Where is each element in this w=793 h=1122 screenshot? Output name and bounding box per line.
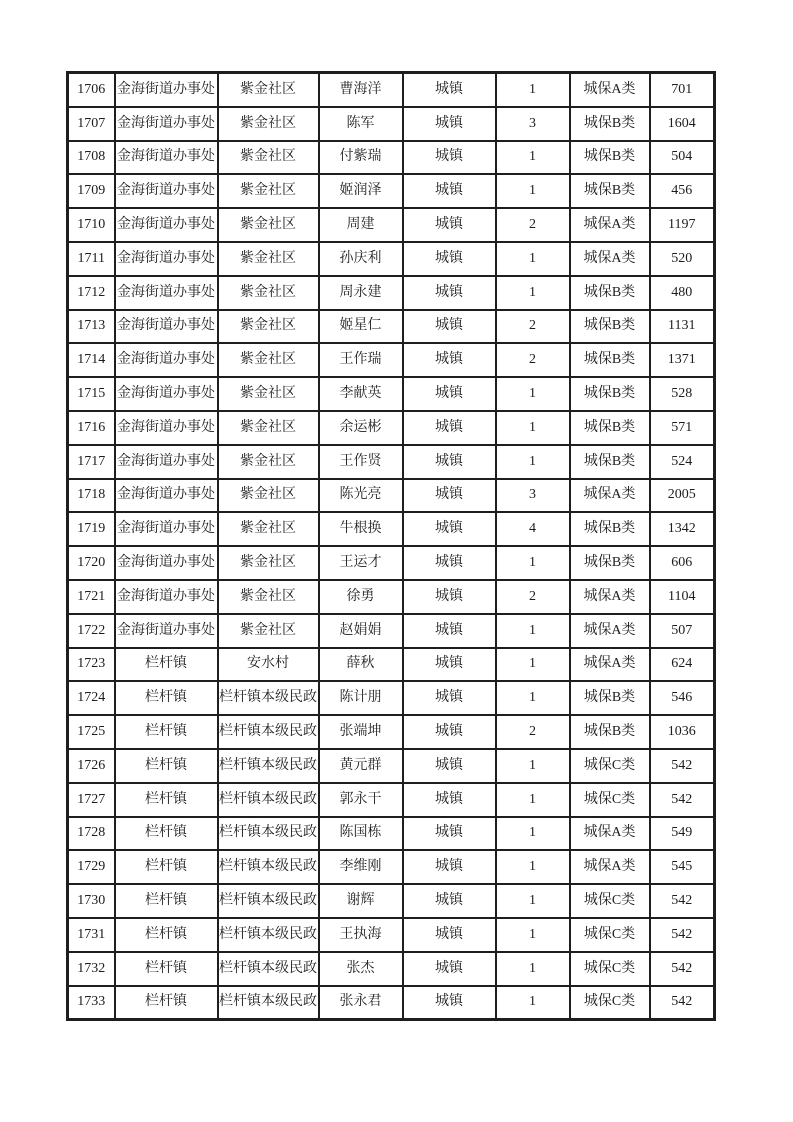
town-office-cell: 金海街道办事处 bbox=[115, 580, 218, 614]
household-type-cell: 城镇 bbox=[403, 952, 496, 986]
person-count-cell: 1 bbox=[496, 681, 570, 715]
amount-cell: 546 bbox=[650, 681, 715, 715]
sequence-number-cell: 1714 bbox=[68, 343, 115, 377]
table-row bbox=[68, 580, 715, 614]
household-type-cell: 城镇 bbox=[403, 681, 496, 715]
person-count-cell: 1 bbox=[496, 546, 570, 580]
sequence-number-cell: 1713 bbox=[68, 310, 115, 344]
person-count-cell: 1 bbox=[496, 783, 570, 817]
person-count-cell: 1 bbox=[496, 276, 570, 310]
person-name-cell: 王执海 bbox=[319, 918, 403, 952]
household-type-cell: 城镇 bbox=[403, 918, 496, 952]
community-cell: 栏杆镇本级民政 bbox=[218, 681, 319, 715]
community-cell: 紫金社区 bbox=[218, 377, 319, 411]
household-type-cell: 城镇 bbox=[403, 107, 496, 141]
community-cell: 栏杆镇本级民政 bbox=[218, 884, 319, 918]
household-type-cell: 城镇 bbox=[403, 208, 496, 242]
table-row bbox=[68, 411, 715, 445]
sequence-number-cell: 1732 bbox=[68, 952, 115, 986]
table-row bbox=[68, 952, 715, 986]
community-cell: 栏杆镇本级民政 bbox=[218, 749, 319, 783]
amount-cell: 701 bbox=[650, 73, 715, 107]
person-name-cell: 王运才 bbox=[319, 546, 403, 580]
subsidy-category-cell: 城保B类 bbox=[570, 681, 650, 715]
community-cell: 紫金社区 bbox=[218, 276, 319, 310]
subsidy-category-cell: 城保B类 bbox=[570, 343, 650, 377]
person-count-cell: 4 bbox=[496, 512, 570, 546]
amount-cell: 545 bbox=[650, 850, 715, 884]
household-type-cell: 城镇 bbox=[403, 141, 496, 175]
sequence-number-cell: 1718 bbox=[68, 479, 115, 513]
subsidy-category-cell: 城保B类 bbox=[570, 276, 650, 310]
person-name-cell: 张永君 bbox=[319, 986, 403, 1020]
subsidy-category-cell: 城保A类 bbox=[570, 580, 650, 614]
household-type-cell: 城镇 bbox=[403, 783, 496, 817]
town-office-cell: 栏杆镇 bbox=[115, 952, 218, 986]
community-cell: 紫金社区 bbox=[218, 242, 319, 276]
town-office-cell: 金海街道办事处 bbox=[115, 343, 218, 377]
sequence-number-cell: 1720 bbox=[68, 546, 115, 580]
household-type-cell: 城镇 bbox=[403, 884, 496, 918]
table-row bbox=[68, 208, 715, 242]
person-count-cell: 1 bbox=[496, 174, 570, 208]
person-name-cell: 郭永干 bbox=[319, 783, 403, 817]
person-count-cell: 2 bbox=[496, 208, 570, 242]
sequence-number-cell: 1730 bbox=[68, 884, 115, 918]
sequence-number-cell: 1729 bbox=[68, 850, 115, 884]
table-row bbox=[68, 377, 715, 411]
subsidy-category-cell: 城保A类 bbox=[570, 850, 650, 884]
table-row bbox=[68, 512, 715, 546]
sequence-number-cell: 1712 bbox=[68, 276, 115, 310]
household-type-cell: 城镇 bbox=[403, 445, 496, 479]
person-name-cell: 王作贤 bbox=[319, 445, 403, 479]
table-row bbox=[68, 614, 715, 648]
table-row bbox=[68, 445, 715, 479]
table-row bbox=[68, 276, 715, 310]
subsidy-category-cell: 城保B类 bbox=[570, 411, 650, 445]
community-cell: 紫金社区 bbox=[218, 174, 319, 208]
person-count-cell: 1 bbox=[496, 141, 570, 175]
amount-cell: 542 bbox=[650, 884, 715, 918]
town-office-cell: 栏杆镇 bbox=[115, 850, 218, 884]
table-row bbox=[68, 850, 715, 884]
sequence-number-cell: 1724 bbox=[68, 681, 115, 715]
town-office-cell: 栏杆镇 bbox=[115, 715, 218, 749]
person-count-cell: 1 bbox=[496, 377, 570, 411]
table-row bbox=[68, 715, 715, 749]
subsidy-category-cell: 城保B类 bbox=[570, 715, 650, 749]
household-type-cell: 城镇 bbox=[403, 479, 496, 513]
person-name-cell: 姬润泽 bbox=[319, 174, 403, 208]
table-row bbox=[68, 310, 715, 344]
amount-cell: 524 bbox=[650, 445, 715, 479]
town-office-cell: 金海街道办事处 bbox=[115, 174, 218, 208]
household-type-cell: 城镇 bbox=[403, 850, 496, 884]
community-cell: 紫金社区 bbox=[218, 141, 319, 175]
amount-cell: 1036 bbox=[650, 715, 715, 749]
household-type-cell: 城镇 bbox=[403, 512, 496, 546]
person-count-cell: 1 bbox=[496, 648, 570, 682]
person-name-cell: 李维刚 bbox=[319, 850, 403, 884]
amount-cell: 624 bbox=[650, 648, 715, 682]
community-cell: 紫金社区 bbox=[218, 614, 319, 648]
person-name-cell: 张端坤 bbox=[319, 715, 403, 749]
community-cell: 紫金社区 bbox=[218, 445, 319, 479]
town-office-cell: 金海街道办事处 bbox=[115, 107, 218, 141]
household-type-cell: 城镇 bbox=[403, 377, 496, 411]
community-cell: 紫金社区 bbox=[218, 411, 319, 445]
town-office-cell: 金海街道办事处 bbox=[115, 546, 218, 580]
person-name-cell: 王作瑞 bbox=[319, 343, 403, 377]
town-office-cell: 栏杆镇 bbox=[115, 749, 218, 783]
person-count-cell: 1 bbox=[496, 73, 570, 107]
community-cell: 栏杆镇本级民政 bbox=[218, 850, 319, 884]
subsidy-category-cell: 城保B类 bbox=[570, 546, 650, 580]
person-name-cell: 谢辉 bbox=[319, 884, 403, 918]
amount-cell: 571 bbox=[650, 411, 715, 445]
table-row bbox=[68, 681, 715, 715]
amount-cell: 1197 bbox=[650, 208, 715, 242]
amount-cell: 549 bbox=[650, 817, 715, 851]
person-count-cell: 1 bbox=[496, 918, 570, 952]
table-row bbox=[68, 343, 715, 377]
household-type-cell: 城镇 bbox=[403, 817, 496, 851]
person-name-cell: 孙庆利 bbox=[319, 242, 403, 276]
table-row bbox=[68, 986, 715, 1020]
town-office-cell: 金海街道办事处 bbox=[115, 411, 218, 445]
community-cell: 栏杆镇本级民政 bbox=[218, 918, 319, 952]
town-office-cell: 金海街道办事处 bbox=[115, 141, 218, 175]
household-type-cell: 城镇 bbox=[403, 174, 496, 208]
sequence-number-cell: 1721 bbox=[68, 580, 115, 614]
town-office-cell: 栏杆镇 bbox=[115, 783, 218, 817]
amount-cell: 1104 bbox=[650, 580, 715, 614]
town-office-cell: 金海街道办事处 bbox=[115, 445, 218, 479]
subsidy-category-cell: 城保B类 bbox=[570, 377, 650, 411]
town-office-cell: 金海街道办事处 bbox=[115, 208, 218, 242]
person-name-cell: 李献英 bbox=[319, 377, 403, 411]
person-count-cell: 2 bbox=[496, 715, 570, 749]
welfare-benefits-table bbox=[66, 71, 716, 1021]
person-name-cell: 牛根换 bbox=[319, 512, 403, 546]
person-count-cell: 3 bbox=[496, 479, 570, 513]
subsidy-category-cell: 城保C类 bbox=[570, 918, 650, 952]
sequence-number-cell: 1733 bbox=[68, 986, 115, 1020]
table-row bbox=[68, 141, 715, 175]
person-name-cell: 陈光亮 bbox=[319, 479, 403, 513]
amount-cell: 456 bbox=[650, 174, 715, 208]
town-office-cell: 栏杆镇 bbox=[115, 884, 218, 918]
town-office-cell: 金海街道办事处 bbox=[115, 310, 218, 344]
table-row bbox=[68, 242, 715, 276]
community-cell: 紫金社区 bbox=[218, 546, 319, 580]
amount-cell: 542 bbox=[650, 783, 715, 817]
household-type-cell: 城镇 bbox=[403, 986, 496, 1020]
table-row bbox=[68, 107, 715, 141]
person-name-cell: 陈国栋 bbox=[319, 817, 403, 851]
sequence-number-cell: 1719 bbox=[68, 512, 115, 546]
amount-cell: 520 bbox=[650, 242, 715, 276]
table-row bbox=[68, 783, 715, 817]
subsidy-category-cell: 城保C类 bbox=[570, 749, 650, 783]
person-name-cell: 陈计朋 bbox=[319, 681, 403, 715]
subsidy-category-cell: 城保A类 bbox=[570, 208, 650, 242]
sequence-number-cell: 1722 bbox=[68, 614, 115, 648]
community-cell: 紫金社区 bbox=[218, 479, 319, 513]
town-office-cell: 金海街道办事处 bbox=[115, 512, 218, 546]
sequence-number-cell: 1706 bbox=[68, 73, 115, 107]
person-name-cell: 黄元群 bbox=[319, 749, 403, 783]
person-name-cell: 付紫瑞 bbox=[319, 141, 403, 175]
person-name-cell: 余运彬 bbox=[319, 411, 403, 445]
amount-cell: 606 bbox=[650, 546, 715, 580]
subsidy-category-cell: 城保B类 bbox=[570, 107, 650, 141]
town-office-cell: 金海街道办事处 bbox=[115, 276, 218, 310]
sequence-number-cell: 1715 bbox=[68, 377, 115, 411]
subsidy-category-cell: 城保A类 bbox=[570, 648, 650, 682]
amount-cell: 542 bbox=[650, 986, 715, 1020]
person-name-cell: 周永建 bbox=[319, 276, 403, 310]
table-row bbox=[68, 479, 715, 513]
household-type-cell: 城镇 bbox=[403, 715, 496, 749]
person-count-cell: 1 bbox=[496, 242, 570, 276]
amount-cell: 1131 bbox=[650, 310, 715, 344]
amount-cell: 528 bbox=[650, 377, 715, 411]
community-cell: 紫金社区 bbox=[218, 580, 319, 614]
community-cell: 栏杆镇本级民政 bbox=[218, 783, 319, 817]
subsidy-category-cell: 城保B类 bbox=[570, 310, 650, 344]
person-count-cell: 1 bbox=[496, 850, 570, 884]
table-row bbox=[68, 73, 715, 107]
subsidy-category-cell: 城保C类 bbox=[570, 884, 650, 918]
amount-cell: 2005 bbox=[650, 479, 715, 513]
sequence-number-cell: 1707 bbox=[68, 107, 115, 141]
amount-cell: 542 bbox=[650, 749, 715, 783]
household-type-cell: 城镇 bbox=[403, 749, 496, 783]
town-office-cell: 金海街道办事处 bbox=[115, 242, 218, 276]
community-cell: 栏杆镇本级民政 bbox=[218, 986, 319, 1020]
town-office-cell: 栏杆镇 bbox=[115, 681, 218, 715]
person-count-cell: 1 bbox=[496, 614, 570, 648]
table-row bbox=[68, 884, 715, 918]
household-type-cell: 城镇 bbox=[403, 343, 496, 377]
person-name-cell: 赵娟娟 bbox=[319, 614, 403, 648]
person-count-cell: 2 bbox=[496, 343, 570, 377]
subsidy-category-cell: 城保C类 bbox=[570, 783, 650, 817]
community-cell: 紫金社区 bbox=[218, 310, 319, 344]
community-cell: 栏杆镇本级民政 bbox=[218, 952, 319, 986]
table-row bbox=[68, 174, 715, 208]
subsidy-category-cell: 城保C类 bbox=[570, 986, 650, 1020]
household-type-cell: 城镇 bbox=[403, 648, 496, 682]
person-name-cell: 周建 bbox=[319, 208, 403, 242]
household-type-cell: 城镇 bbox=[403, 411, 496, 445]
sequence-number-cell: 1717 bbox=[68, 445, 115, 479]
sequence-number-cell: 1725 bbox=[68, 715, 115, 749]
town-office-cell: 金海街道办事处 bbox=[115, 479, 218, 513]
person-name-cell: 薛秋 bbox=[319, 648, 403, 682]
community-cell: 栏杆镇本级民政 bbox=[218, 715, 319, 749]
town-office-cell: 栏杆镇 bbox=[115, 648, 218, 682]
sequence-number-cell: 1731 bbox=[68, 918, 115, 952]
person-count-cell: 1 bbox=[496, 817, 570, 851]
amount-cell: 504 bbox=[650, 141, 715, 175]
amount-cell: 542 bbox=[650, 918, 715, 952]
person-name-cell: 陈军 bbox=[319, 107, 403, 141]
person-count-cell: 3 bbox=[496, 107, 570, 141]
sequence-number-cell: 1726 bbox=[68, 749, 115, 783]
household-type-cell: 城镇 bbox=[403, 580, 496, 614]
sequence-number-cell: 1728 bbox=[68, 817, 115, 851]
sequence-number-cell: 1716 bbox=[68, 411, 115, 445]
person-count-cell: 1 bbox=[496, 445, 570, 479]
community-cell: 紫金社区 bbox=[218, 73, 319, 107]
town-office-cell: 金海街道办事处 bbox=[115, 73, 218, 107]
person-name-cell: 曹海洋 bbox=[319, 73, 403, 107]
amount-cell: 1604 bbox=[650, 107, 715, 141]
table-row bbox=[68, 817, 715, 851]
amount-cell: 1371 bbox=[650, 343, 715, 377]
person-name-cell: 徐勇 bbox=[319, 580, 403, 614]
subsidy-category-cell: 城保A类 bbox=[570, 614, 650, 648]
table-row bbox=[68, 749, 715, 783]
person-count-cell: 1 bbox=[496, 952, 570, 986]
person-count-cell: 1 bbox=[496, 749, 570, 783]
household-type-cell: 城镇 bbox=[403, 546, 496, 580]
sequence-number-cell: 1708 bbox=[68, 141, 115, 175]
person-count-cell: 2 bbox=[496, 580, 570, 614]
subsidy-category-cell: 城保A类 bbox=[570, 479, 650, 513]
sequence-number-cell: 1710 bbox=[68, 208, 115, 242]
person-name-cell: 张杰 bbox=[319, 952, 403, 986]
person-count-cell: 2 bbox=[496, 310, 570, 344]
subsidy-category-cell: 城保C类 bbox=[570, 952, 650, 986]
person-count-cell: 1 bbox=[496, 884, 570, 918]
household-type-cell: 城镇 bbox=[403, 276, 496, 310]
community-cell: 紫金社区 bbox=[218, 512, 319, 546]
town-office-cell: 栏杆镇 bbox=[115, 817, 218, 851]
sequence-number-cell: 1709 bbox=[68, 174, 115, 208]
amount-cell: 507 bbox=[650, 614, 715, 648]
subsidy-category-cell: 城保B类 bbox=[570, 141, 650, 175]
table-body bbox=[68, 73, 715, 1020]
person-name-cell: 姬星仁 bbox=[319, 310, 403, 344]
sequence-number-cell: 1711 bbox=[68, 242, 115, 276]
community-cell: 紫金社区 bbox=[218, 107, 319, 141]
community-cell: 紫金社区 bbox=[218, 343, 319, 377]
table-row bbox=[68, 918, 715, 952]
table-row bbox=[68, 546, 715, 580]
sequence-number-cell: 1723 bbox=[68, 648, 115, 682]
community-cell: 栏杆镇本级民政 bbox=[218, 817, 319, 851]
community-cell: 安水村 bbox=[218, 648, 319, 682]
amount-cell: 1342 bbox=[650, 512, 715, 546]
community-cell: 紫金社区 bbox=[218, 208, 319, 242]
subsidy-category-cell: 城保A类 bbox=[570, 73, 650, 107]
person-count-cell: 1 bbox=[496, 411, 570, 445]
subsidy-category-cell: 城保B类 bbox=[570, 445, 650, 479]
table-row bbox=[68, 648, 715, 682]
town-office-cell: 栏杆镇 bbox=[115, 918, 218, 952]
amount-cell: 542 bbox=[650, 952, 715, 986]
subsidy-category-cell: 城保A类 bbox=[570, 242, 650, 276]
household-type-cell: 城镇 bbox=[403, 614, 496, 648]
subsidy-category-cell: 城保B类 bbox=[570, 174, 650, 208]
household-type-cell: 城镇 bbox=[403, 73, 496, 107]
subsidy-category-cell: 城保A类 bbox=[570, 817, 650, 851]
sequence-number-cell: 1727 bbox=[68, 783, 115, 817]
person-count-cell: 1 bbox=[496, 986, 570, 1020]
household-type-cell: 城镇 bbox=[403, 242, 496, 276]
town-office-cell: 金海街道办事处 bbox=[115, 377, 218, 411]
subsidy-category-cell: 城保B类 bbox=[570, 512, 650, 546]
household-type-cell: 城镇 bbox=[403, 310, 496, 344]
amount-cell: 480 bbox=[650, 276, 715, 310]
town-office-cell: 金海街道办事处 bbox=[115, 614, 218, 648]
town-office-cell: 栏杆镇 bbox=[115, 986, 218, 1020]
